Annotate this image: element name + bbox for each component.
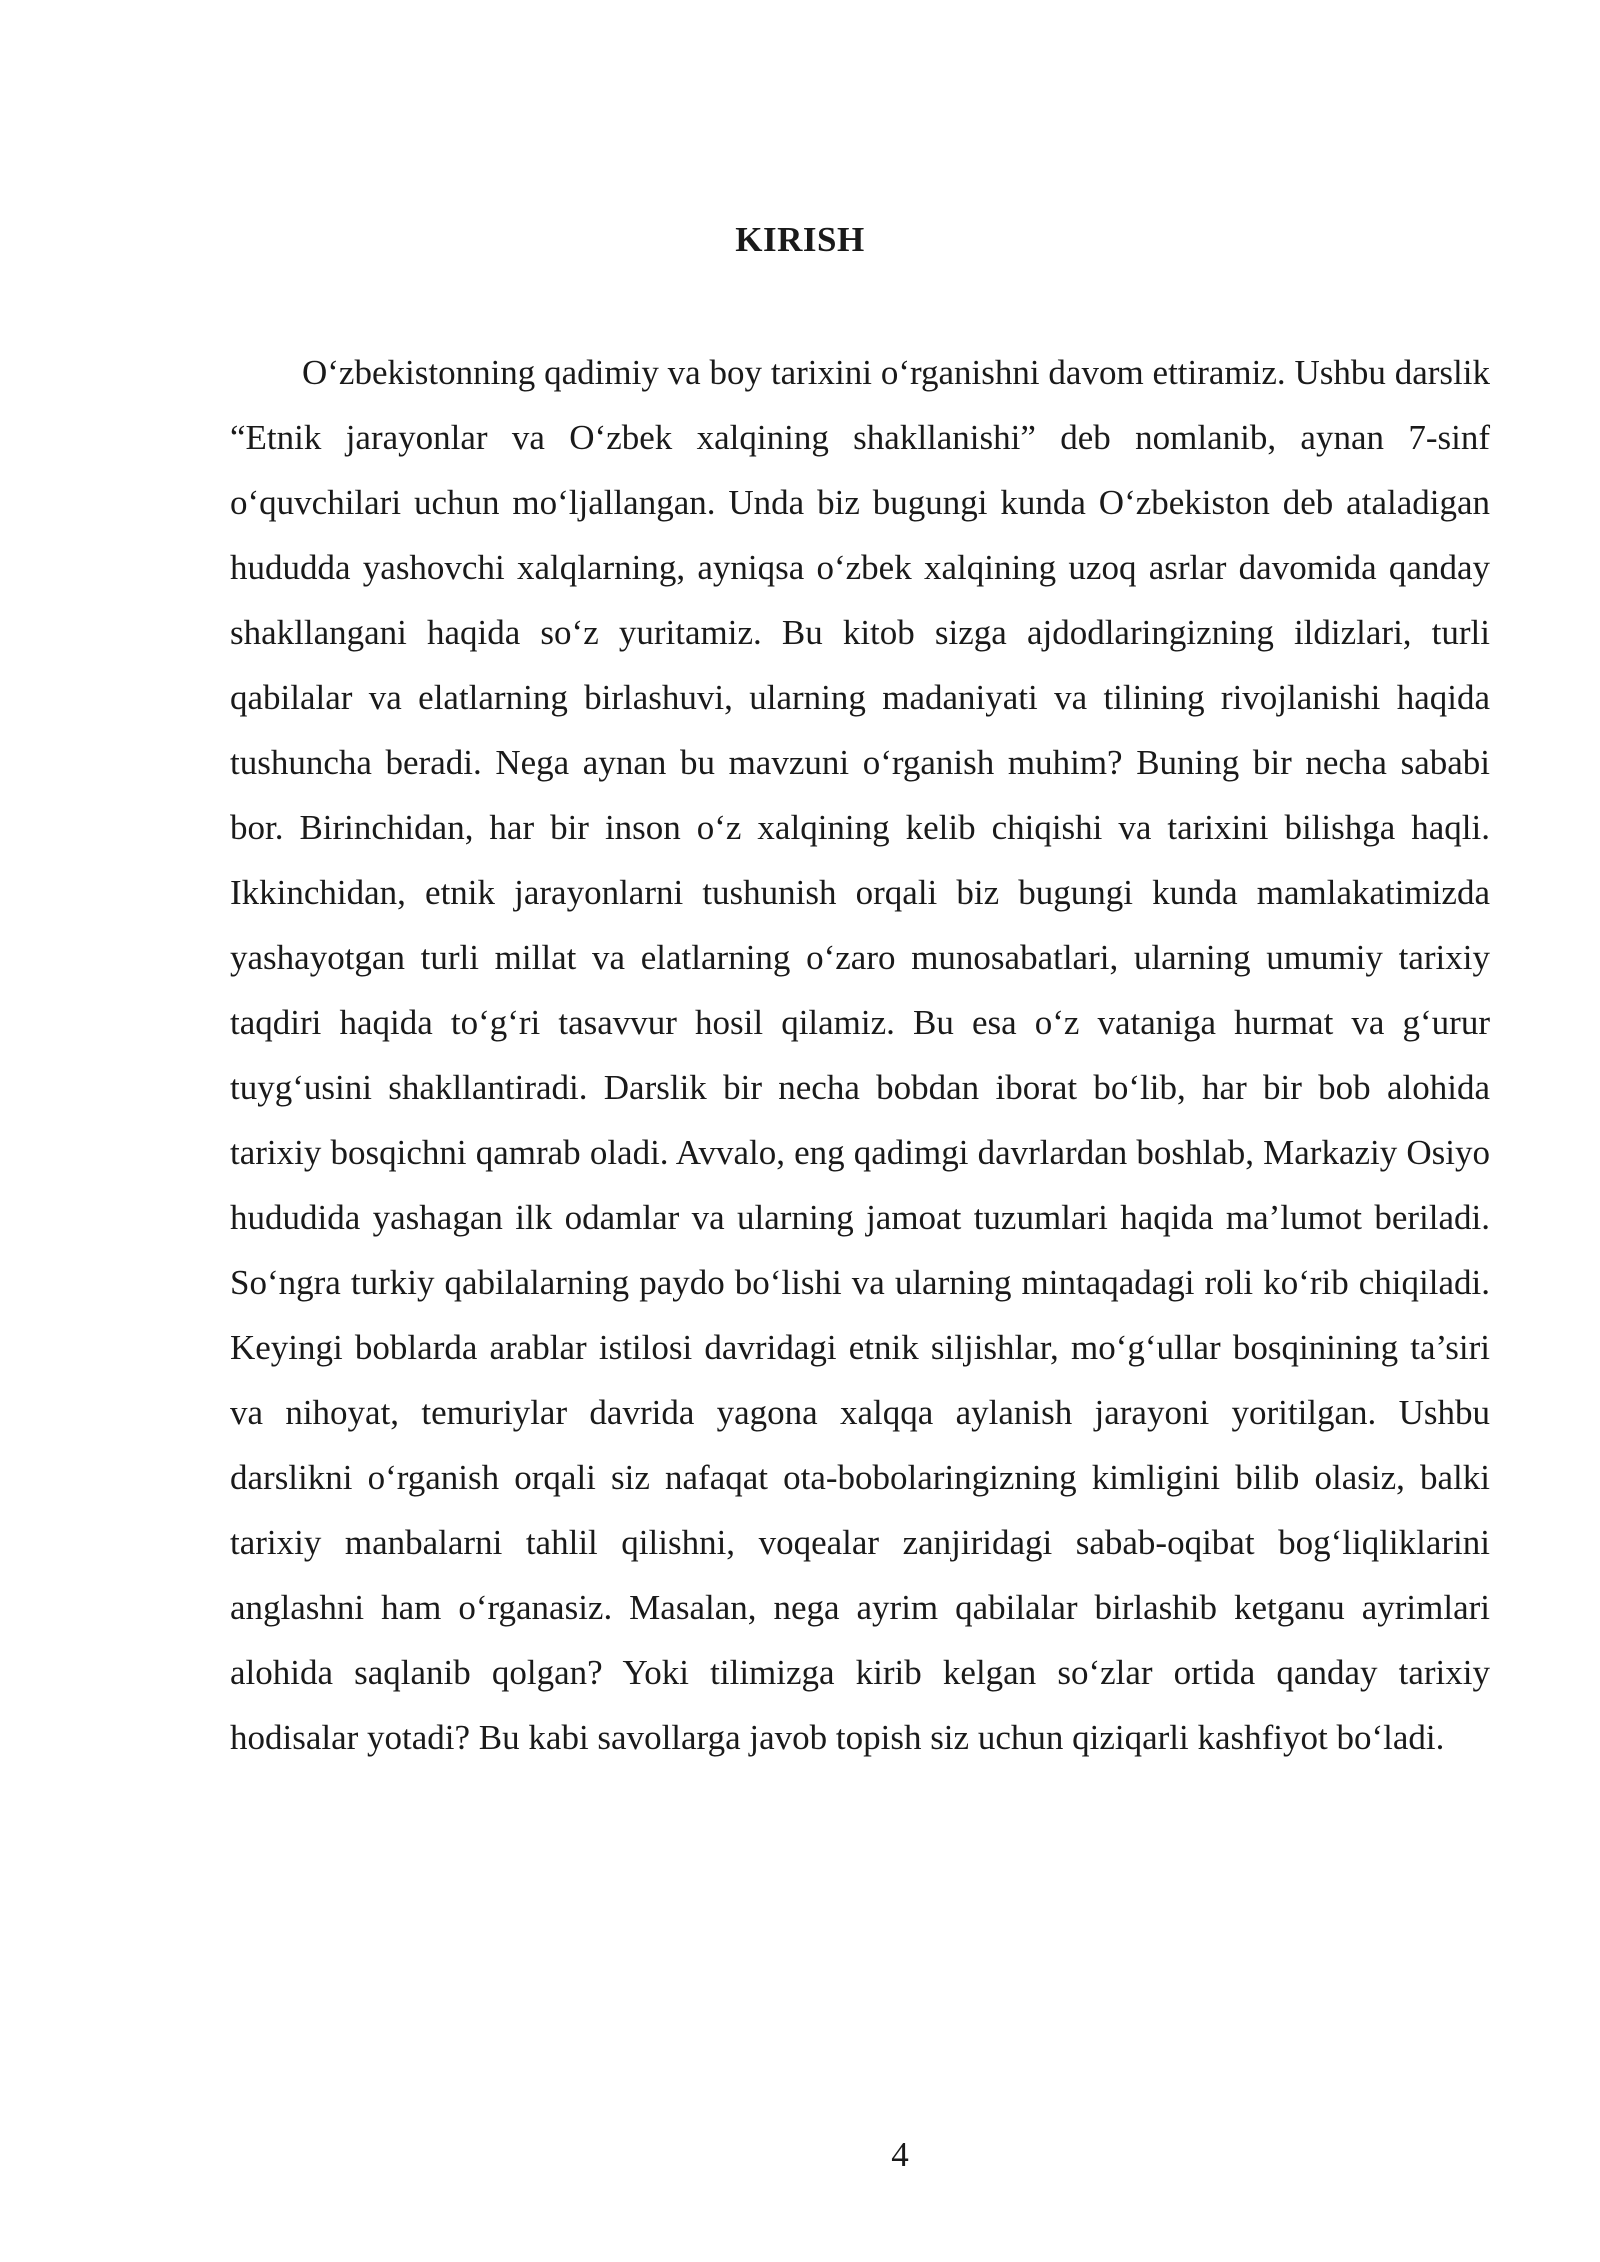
page-title: KIRISH (735, 220, 865, 259)
page-number: 4 (891, 2135, 909, 2174)
body-paragraph: O‘zbekistonning qadimiy va boy tarixini o‘rganishni davom ettiramiz. Ushbu darslik “Etnik jarayonlar va O‘zbek xalqining shakllanishi” deb nomlanib, aynan 7-sinf o‘quvchilari uchun mo‘ljallangan. Unda biz bugungi kunda O‘zbekiston deb ataladigan hududda yashovchi xalqlarning, ayniqsa o‘zbek xalqining uzoq asrlar davomida qanday shakllangani haqida so‘z yuritamiz. Bu kitob sizga ajdodlaringizning ildizlari, turli qabilalar va elatlarning birlashuvi, ularning madaniyati va tilining rivojlanishi haqida tushuncha beradi. Nega aynan bu mavzuni o‘rganish muhim? Buning bir necha sababi bor. Birinchidan, har bir inson o‘z xalqining kelib chiqishi va tarixini bilishga haqli. Ikkinchidan, etnik jarayonlarni tushunish orqali biz bugungi kunda mamlakatimizda yashayotgan turli millat va elatlarning o‘zaro munosabatlari, ularning umumiy tarixiy taqdiri haqida to‘g‘ri tasavvur hosil qilamiz. Bu esa o‘z vataniga hurmat va g‘urur tuyg‘usini shakllantiradi. Darslik bir necha bobdan iborat bo‘lib, har bir bob alohida tarixiy bosqichni qamrab oladi. Avvalo, eng qadimgi davrlardan boshlab, Markaziy Osiyo hududida yashagan ilk odamlar va ularning jamoat tuzumlari haqida ma’lumot beriladi. So‘ngra turkiy qabilalarning paydo bo‘lishi va ularning mintaqadagi roli ko‘rib chiqiladi. Keyingi boblarda arablar istilosi davridagi etnik siljishlar, mo‘g‘ullar bosqinining ta’siri va nihoyat, temuriylar davrida yagona xalqqa aylanish jarayoni yoritilgan. Ushbu darslikni o‘rganish orqali siz nafaqat ota-bobolaringizning kimligini bilib olasiz, balki tarixiy manbalarni tahlil qilishni, voqealar zanjiridagi sabab-oqibat bog‘liqliklarini anglashni ham o‘rganasiz. Masalan, nega ayrim qabilalar birlashib ketganu ayrimlari alohida saqlanib qolgan? Yoki tilimizga kirib kelgan so‘zlar ortida qanday tarixiy hodisalar yotadi? Bu kabi savollarga javob topish siz uchun qiziqarli kashfiyot bo‘ladi. (230, 353, 1490, 1757)
